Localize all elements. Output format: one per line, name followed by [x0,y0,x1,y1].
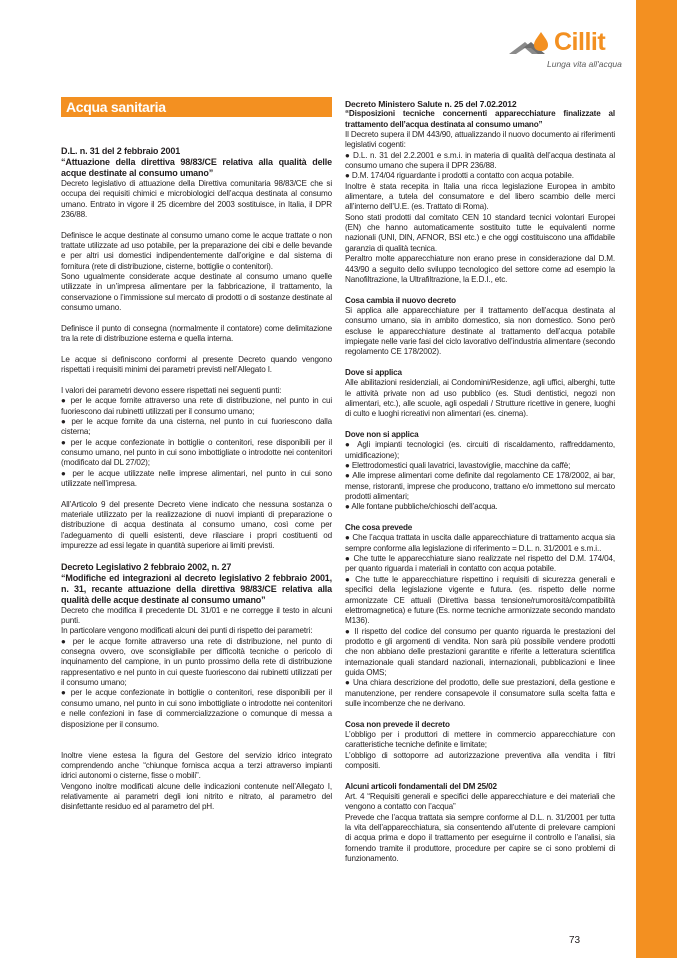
heading: Dove si applica [345,367,402,377]
heading: Che cosa prevede [345,523,413,533]
paragraph: Decreto legislativo di attuazione della Direttiva comunitaria 98/83/CE che si occupa dei requisiti chimici e microbiologici dell’acqua destinata al consumo umano. Entrato in vigore il 25 dicembre del 2003 sostituisce, in Italia, il DPR 236/88. [61,179,332,220]
paragraph: ● Elettrodomestici quali lavatrici, lavastoviglie, macchine da caffè; [345,461,571,471]
paragraph: ● per le acque fornite attraverso una rete di distribuzione, nel punto di consegna ovvero, ove sconsigliabile per difficoltà tecniche o pericolo di inquinamento del campione, in un punto prossimo della rete di distribuzione rappresentativo e nel punto in cui queste fuoriescono dai rubinetti utilizzati per il consumo umano; [61,636,332,688]
paragraph: Sono stati prodotti dal comitato CEN 10 standard tecnici volontari Europei (EN) che hanno automaticamente sostituito tutte le equivalenti norme nazionali (UNI, DIN, AFNOR, BSI etc.) e che oggi costituiscono una affidabile garanzia di qualità tecnica. [345,212,615,253]
paragraph: Decreto che modifica il precedente DL 31/01 e ne corregge il testo in alcuni punti. [61,605,332,626]
paragraph: L’obbligo di sottoporre ad autorizzazione preventiva alla vendita i filtri compositi. [345,750,615,770]
paragraph: ● Che tutte le apparecchiature siano realizzate nel rispetto del D.M. 174/04, per quanto riguarda i materiali in contatto con acqua potabile. [345,554,615,574]
paragraph-gap [61,730,332,740]
right-column [345,99,615,864]
section-title [61,97,332,117]
paragraph: All’Articolo 9 del presente Decreto viene indicato che nessuna sostanza o materiale utilizzato per la realizzazione di nuovi impianti di preparazione o distribuzione di acqua destinata al consumo umano, così come per l’adeguamento di quelli esistenti, deve rilasciare i propri costituenti od impurezze ad essi legate in quantità superiore ai limiti previsti. [61,499,332,551]
paragraph: ● per le acque confezionate in bottiglie o contenitori, rese disponibili per il consumo umano, nel punto in cui sono imbottigliate o introdotte nei contenitori e nelle confezioni in fase di commercializzazione o comunque di messa a disposizione per il consumo. [61,688,332,729]
paragraph: Il Decreto supera il DM 443/90, attualizzando il nuovo documento ai riferimenti legislativi cogenti: [345,130,615,150]
paragraph: ● per le acque utilizzate nelle imprese alimentari, nel punto in cui sono utilizzate nell’impresa. [61,468,332,488]
paragraph: Sono ugualmente considerate acque destinate al consumo umano quelle utilizzate in un’impresa alimentare per la fabbricazione, il trattamento, la conservazione o l’immissione sul mercato di prodotti o di sostanze destinate al consumo umano. [61,272,332,313]
section-title-text: Acqua sanitaria [66,99,166,115]
page-number: 73 [569,935,581,946]
paragraph-gap [345,420,615,430]
paragraph: L’obbligo per i produttori di mettere in commercio apparecchiature con caratteristiche tecniche definite e limitate; [345,729,615,750]
paragraph: ● Il rispetto del codice del consumo per quanto riguarda le prestazioni del prodotto e gli argomenti di vendita. Non sarà più possibile vendere prodotti che non abbiano delle prestazioni garantite e riferite a letteratura scientifica internazionale quali standard nazionali, internazionali, pubblicazioni e linee guida OMS; [345,626,615,677]
heading: D.L. n. 31 del 2 febbraio 2001 [61,146,181,156]
paragraph-gap [61,489,332,499]
heading: Decreto Ministero Salute n. 25 del 7.02.2012 [345,99,517,109]
paragraph: Inoltre viene estesa la figura del Gestore del servizio idrico integrato comprendendo anche “chiunque fornisca acqua a terzi attraverso impianti idrici autonomi o cisterne, fisse o mobili”. [61,750,332,781]
paragraph: ● D.M. 174/04 riguardante i prodotti a contatto con acqua potabile. [345,171,574,181]
paragraph: Vengono inoltre modificati alcune delle indicazioni contenute nell’Allegato I, relativamente ai parametri degli ioni nitrito e nitrato, al parametro del disinfettante residuo ed al parametro del pH. [61,781,332,812]
cillit-drop-icon [505,28,555,62]
paragraph-gap [61,551,332,561]
paragraph-gap [345,771,615,781]
paragraph: ● Che l’acqua trattata in uscita dalle apparecchiature di trattamento acqua sia sempre conforme alla legislazione di riferimento = D.L. n. 31/2001 e s.m.i.. [345,533,615,553]
brand-logo [503,28,621,76]
paragraph-gap [345,513,615,523]
paragraph: ● per le acque confezionate in bottiglie o contenitori, rese disponibili per il consumo umano, nel punto in cui sono imbottigliate o introdotte nei contenitori (modificato dal DL 27/02); [61,437,332,468]
paragraph: Alle abilitazioni residenziali, ai Condomini/Residenze, agli uffici, alberghi, tutte le attività private non ad uso pubblico (es. Studi dentistici, negozi non alimentari, etc.), alle scuole, agli ospedali / Strutture ricettive in genere, luoghi di culto e luoghi ricreativi non alimentari (es. cinema). [345,378,615,419]
heading: “Disposizioni tecniche concernenti apparecchiature finalizzate al trattamento dell’acqua destinata al consumo umano” [345,109,615,129]
paragraph: ● Che tutte le apparecchiature rispettino i requisiti di sicurezza generali e specifici della legislazione vigente e futura. (es. rispetto delle norme armonizzate CE attuali (Direttiva bassa tensione/rumorosità/compatibilità elettromagnetica) e future (Es. norme tecniche armonizzate secondo mandato M136). [345,574,615,626]
paragraph: ● D.L. n. 31 del 2.2.2001 e s.m.i. in materia di qualità dell’acqua destinata al consumo umano che supera il DPR 236/88. [345,150,615,171]
paragraph: Definisce il punto di consegna (normalmente il contatore) come delimitazione tra la rete di distribuzione esterna e quella interna. [61,323,332,344]
heading: Cosa non prevede il decreto [345,719,450,729]
paragraph-gap [345,709,615,719]
paragraph: ● Una chiara descrizione del prodotto, delle sue prestazioni, della gestione e manutenzione, per rendere consapevole il consumatore sulla scelta fatta e sulle incombenze che ne derivano. [345,678,615,708]
paragraph: In particolare vengono modificati alcuni dei punti di rispetto dei parametri: [61,626,313,636]
heading: “Attuazione della direttiva 98/83/CE relativa alla qualità delle acque destinate al consumo umano” [61,157,332,178]
brand-name: Cillit [554,28,606,56]
brand-tagline: Lunga vita all'acqua [547,59,622,69]
paragraph: ● per le acque fornite da una cisterna, nel punto in cui fuoriescono dalla cisterna; [61,416,332,437]
paragraph-gap [61,345,332,355]
orange-side-bar [636,0,677,958]
paragraph: ● per le acque fornite attraverso una rete di distribuzione, nel punto in cui fuoriescono dai rubinetti utilizzati per il consumo umano; [61,396,332,416]
paragraph: Prevede che l’acqua trattata sia sempre conforme al D.L. n. 31/2001 per tutta la vita dell’apparecchiatura, sia consentendo all’utente di prelevare campioni di acqua prima e dopo il trattamento per eseguirne il controllo e l’analisi, sia fornendo tramite il produttore, procedure per capire se ci sono problemi di funzionamento. [345,812,615,864]
paragraph: Definisce le acque destinate al consumo umano come le acque trattate o non trattate utilizzate ad uso potabile, per la preparazione dei cibi e delle bevande e per altri usi domestici indipendentemente dall’origine e dal sistema di fornitura (rete di distribuzione, cisterne, bottiglie o contenitori). [61,230,332,271]
paragraph: ● Alle fontane pubbliche/chioschi dell’acqua. [345,502,498,512]
paragraph-gap [345,358,615,368]
heading: Decreto Legislativo 2 febbraio 2002, n. 27 [61,561,232,572]
paragraph: Peraltro molte apparecchiature non erano prese in considerazione dal D.M. 443/90 a seguito dello sviluppo tecnologico del settore come ad esempio la Nanofiltrazione, la Ultrafiltrazione, la E.D.I., etc. [345,254,615,284]
paragraph: Si applica alle apparecchiature per il trattamento dell’acqua destinata al consumo umano, sia in ambito domestico, sia non domestico. Sono però escluse le apparecchiature destinate al trattamento dell’acqua potabile impiegate nelle varie fasi del ciclo lavorativo dell’industria alimentare (secondo regolamento CE 178/2002). [345,305,615,357]
paragraph: I valori dei parametri devono essere rispettati nei seguenti punti: [61,385,282,395]
heading: Cosa cambia il nuovo decreto [345,295,456,305]
paragraph-gap [61,376,332,386]
left-column [61,146,332,813]
paragraph-gap [61,740,332,750]
heading: Alcuni articoli fondamentali del DM 25/02 [345,781,497,791]
heading: Dove non si applica [345,430,419,439]
paragraph: Art. 4 “Requisiti generali e specifici delle apparecchiature e dei materiali che vengono a contatto con l’acqua” [345,792,615,812]
paragraph: ● Agli impianti tecnologici (es. circuiti di riscaldamento, raffreddamento, umidificazione); [345,440,615,460]
paragraph: Inoltre è stata recepita in Italia una ricca legislazione Europea in ambito alimentare, a tutela del consumatore e del libero scambio delle merci all’interno dell’U.E. (es. Trattato di Roma). [345,181,615,212]
paragraph-gap [61,313,332,323]
paragraph: Le acque si definiscono conformi al presente Decreto quando vengono rispettati i requisiti minimi dei parametri previsti nell’Allegato I. [61,354,332,375]
paragraph-gap [61,220,332,230]
paragraph: ● Alle imprese alimentari come definite dal regolamento CE 178/2002, ai bar, mense, ristoranti, imprese che producono, trattano e/o immettono sul mercato prodotti alimentari; [345,471,615,502]
heading: “Modifiche ed integrazioni al decreto legislativo 2 febbraio 2001, n. 31, recante attuazione della direttiva 98/83/CE relativa alla qualità delle acque destinate al consumo umano” [61,572,332,605]
paragraph-gap [345,285,615,295]
